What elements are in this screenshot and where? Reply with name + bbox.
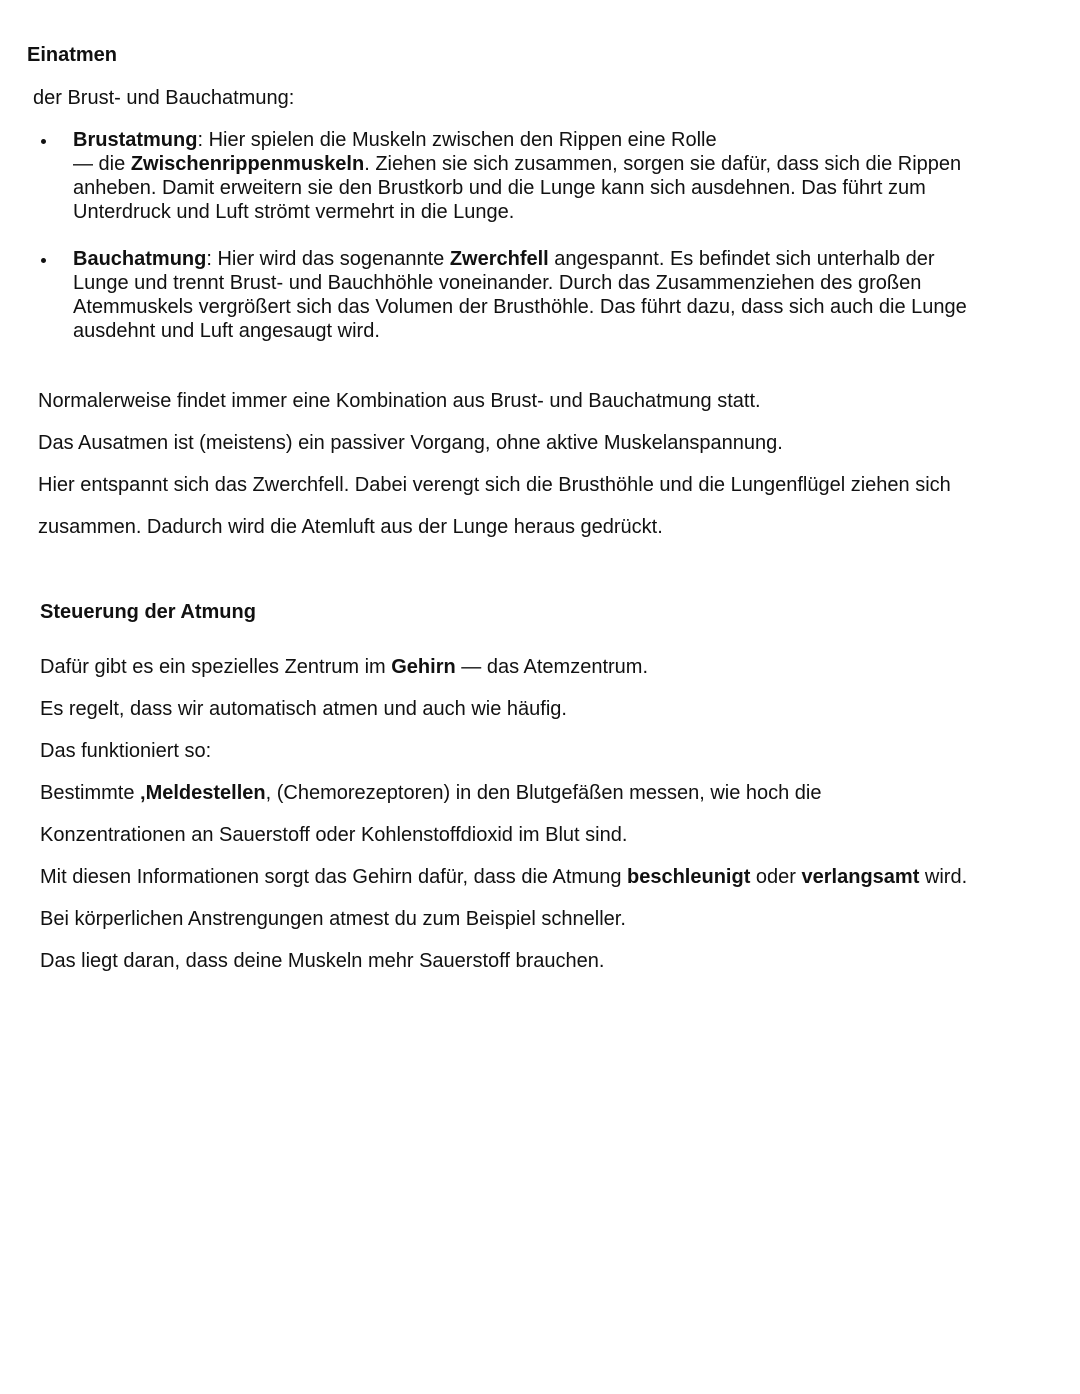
text-span: : Hier spielen die Muskeln zwischen den Rippen eine Rolle	[197, 129, 717, 151]
section-heading-einatmen: Einatmen	[27, 44, 118, 66]
bullet-brustatmung-line-2	[73, 152, 961, 176]
paragraph-line	[40, 865, 967, 889]
paragraph-line: Es regelt, dass wir automatisch atmen und auch wie häufig.	[40, 698, 567, 720]
term-meldestellen: ‚Meldestellen	[140, 782, 266, 804]
paragraph-line: Das liegt daran, dass deine Muskeln mehr Sauerstoff brauchen.	[40, 950, 605, 972]
bullet-bauchatmung-line-4: ausdehnt und Luft angesaugt wird.	[73, 320, 380, 342]
bullet-bauchatmung-line-1	[73, 247, 935, 271]
intro-text: der Brust- und Bauchatmung:	[33, 87, 295, 109]
bullet-brustatmung-line-1	[73, 128, 717, 152]
text-span: . Ziehen sie sich zusammen, sorgen sie dafür, dass sich die Rippen	[364, 153, 962, 175]
paragraph-line	[40, 781, 822, 805]
text-span: wird.	[919, 866, 968, 888]
text-span: : Hier wird das sogenannte	[206, 248, 450, 270]
bullet-brustatmung-line-4: Unterdruck und Luft strömt vermehrt in die Lunge.	[73, 201, 515, 223]
bullet-brustatmung-line-3: anheben. Damit erweitern sie den Brustkorb und die Lunge kann sich ausdehnen. Das führt zum	[73, 177, 926, 199]
text-span: , (Chemorezeptoren) in den Blutgefäßen messen, wie hoch die	[265, 782, 822, 804]
term-verlangsamt: verlangsamt	[801, 866, 920, 888]
bullet-icon	[41, 258, 46, 263]
text-span: oder	[750, 866, 802, 888]
term-zwerchfell: Zwerchfell	[449, 248, 549, 270]
term-bauchatmung: Bauchatmung	[73, 248, 207, 270]
paragraph-line: Das Ausatmen ist (meistens) ein passiver Vorgang, ohne aktive Muskelanspannung.	[38, 432, 783, 454]
bullet-bauchatmung-line-3: Atemmuskels vergrößert sich das Volumen der Brusthöhle. Das führt dazu, dass sich auch die Lunge	[73, 296, 967, 318]
term-beschleunigt: beschleunigt	[627, 866, 751, 888]
text-span: Mit diesen Informationen sorgt das Gehirn dafür, dass die Atmung	[40, 866, 627, 888]
paragraph-line	[40, 655, 648, 679]
section-heading-steuerung: Steuerung der Atmung	[40, 601, 256, 623]
bullet-bauchatmung-line-2: Lunge und trennt Brust- und Bauchhöhle voneinander. Durch das Zusammenziehen des großen	[73, 272, 922, 294]
paragraph-line: Hier entspannt sich das Zwerchfell. Dabei verengt sich die Brusthöhle und die Lungenflügel ziehen sich	[38, 474, 951, 496]
bullet-icon	[41, 139, 46, 144]
paragraph-line: Normalerweise findet immer eine Kombination aus Brust- und Bauchatmung statt.	[38, 390, 761, 412]
paragraph-line: Das funktioniert so:	[40, 740, 212, 762]
text-span: — die	[73, 153, 131, 175]
text-span: angespannt. Es befindet sich unterhalb der	[548, 248, 935, 270]
text-span: — das Atemzentrum.	[455, 656, 648, 678]
text-span: Bestimmte	[40, 782, 141, 804]
text-span: Dafür gibt es ein spezielles Zentrum im	[40, 656, 392, 678]
paragraph-line: Bei körperlichen Anstrengungen atmest du zum Beispiel schneller.	[40, 908, 626, 930]
paragraph-line: zusammen. Dadurch wird die Atemluft aus der Lunge heraus gedrückt.	[38, 516, 663, 538]
term-brustatmung: Brustatmung	[73, 129, 198, 151]
paragraph-line: Konzentrationen an Sauerstoff oder Kohlenstoffdioxid im Blut sind.	[40, 824, 628, 846]
term-zwischenrippenmuskeln: Zwischenrippenmuskeln	[130, 153, 365, 175]
term-gehirn: Gehirn	[391, 656, 456, 678]
